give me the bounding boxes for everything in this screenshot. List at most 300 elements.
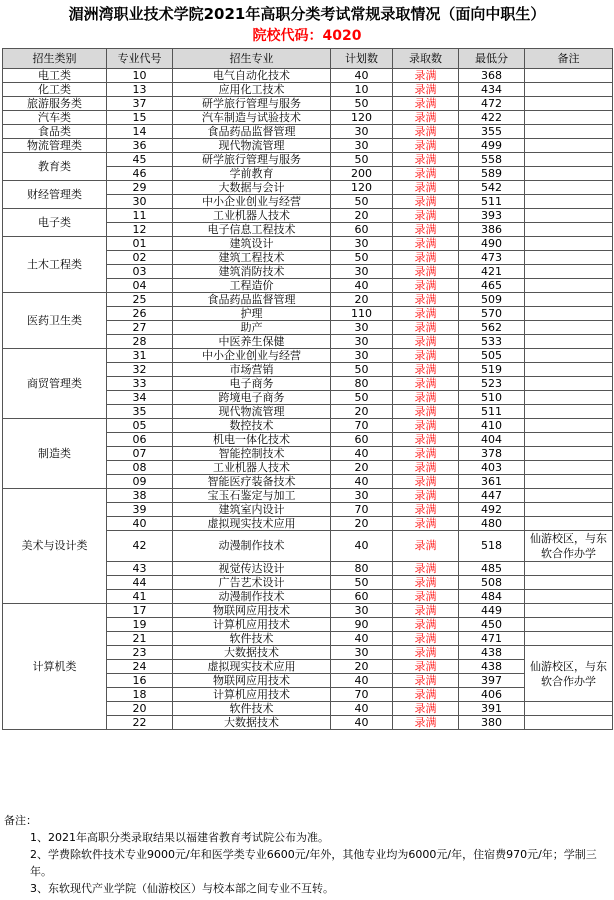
table-row	[3, 139, 613, 153]
plan-cell: 30	[331, 349, 393, 363]
notes-cell-empty	[525, 237, 613, 251]
table-row	[3, 181, 613, 195]
status-cell: 录满	[393, 562, 459, 576]
major-name-cell: 助产	[173, 321, 331, 335]
major-name-cell: 建筑工程技术	[173, 251, 331, 265]
notes-cell-empty	[525, 167, 613, 181]
min-score-cell: 391	[459, 702, 525, 716]
table-row	[3, 349, 613, 363]
category-cell: 商贸管理类	[3, 349, 107, 419]
plan-cell: 10	[331, 83, 393, 97]
major-code-cell: 04	[107, 279, 173, 293]
plan-cell: 50	[331, 391, 393, 405]
plan-cell: 40	[331, 674, 393, 688]
major-name-cell: 宝玉石鉴定与加工	[173, 489, 331, 503]
notes-cell-empty	[525, 265, 613, 279]
major-code-cell: 20	[107, 702, 173, 716]
major-code-cell: 35	[107, 405, 173, 419]
min-score-cell: 368	[459, 69, 525, 83]
status-cell: 录满	[393, 69, 459, 83]
notes-cell-empty	[525, 209, 613, 223]
remark-item: 1、2021年高职分类录取结果以福建省教育考试院公布为准。	[30, 831, 329, 844]
min-score-cell: 473	[459, 251, 525, 265]
major-code-cell: 40	[107, 517, 173, 531]
major-name-cell: 建筑设计	[173, 237, 331, 251]
plan-cell: 200	[331, 167, 393, 181]
status-cell: 录满	[393, 632, 459, 646]
plan-cell: 30	[331, 604, 393, 618]
major-name-cell: 动漫制作技术	[173, 590, 331, 604]
major-name-cell: 学前教育	[173, 167, 331, 181]
major-code-cell: 38	[107, 489, 173, 503]
status-cell: 录满	[393, 716, 459, 730]
status-cell: 录满	[393, 139, 459, 153]
min-score-cell: 449	[459, 604, 525, 618]
major-code-cell: 18	[107, 688, 173, 702]
notes-cell: 仙游校区，与东软合作办学	[525, 531, 613, 562]
notes-cell-empty	[525, 321, 613, 335]
status-cell: 录满	[393, 321, 459, 335]
major-name-cell: 中小企业创业与经营	[173, 349, 331, 363]
major-code-cell: 03	[107, 265, 173, 279]
status-cell: 录满	[393, 489, 459, 503]
notes-cell-empty	[525, 97, 613, 111]
plan-cell: 60	[331, 223, 393, 237]
major-name-cell: 食品药品监督管理	[173, 293, 331, 307]
status-cell: 录满	[393, 293, 459, 307]
header-category: 招生类别	[3, 49, 107, 69]
major-name-cell: 广告艺术设计	[173, 576, 331, 590]
status-cell: 录满	[393, 660, 459, 674]
plan-cell: 60	[331, 433, 393, 447]
category-cell: 化工类	[3, 83, 107, 97]
plan-cell: 20	[331, 461, 393, 475]
notes-cell-empty	[525, 632, 613, 646]
table-row	[3, 153, 613, 167]
major-name-cell: 虚拟现实技术应用	[173, 517, 331, 531]
status-cell: 录满	[393, 604, 459, 618]
major-name-cell: 大数据与会计	[173, 181, 331, 195]
plan-cell: 40	[331, 279, 393, 293]
min-score-cell: 380	[459, 716, 525, 730]
status-cell: 录满	[393, 349, 459, 363]
min-score-cell: 434	[459, 83, 525, 97]
status-cell: 录满	[393, 517, 459, 531]
major-code-cell: 06	[107, 433, 173, 447]
min-score-cell: 386	[459, 223, 525, 237]
notes-cell-empty	[525, 461, 613, 475]
major-code-cell: 29	[107, 181, 173, 195]
status-cell: 录满	[393, 702, 459, 716]
status-cell: 录满	[393, 83, 459, 97]
status-cell: 录满	[393, 153, 459, 167]
notes-cell-empty	[525, 349, 613, 363]
major-name-cell: 智能控制技术	[173, 447, 331, 461]
status-cell: 录满	[393, 335, 459, 349]
plan-cell: 20	[331, 517, 393, 531]
category-cell: 计算机类	[3, 604, 107, 730]
major-name-cell: 食品药品监督管理	[173, 125, 331, 139]
min-score-cell: 378	[459, 447, 525, 461]
notes-cell-empty	[525, 83, 613, 97]
major-name-cell: 护理	[173, 307, 331, 321]
major-code-cell: 23	[107, 646, 173, 660]
category-cell: 土木工程类	[3, 237, 107, 293]
header-admitted: 录取数	[393, 49, 459, 69]
status-cell: 录满	[393, 447, 459, 461]
plan-cell: 40	[331, 632, 393, 646]
plan-cell: 70	[331, 503, 393, 517]
notes-cell-empty	[525, 716, 613, 730]
notes-cell-empty	[525, 517, 613, 531]
status-cell: 录满	[393, 391, 459, 405]
major-name-cell: 电子商务	[173, 377, 331, 391]
major-name-cell: 动漫制作技术	[173, 531, 331, 562]
min-score-cell: 438	[459, 646, 525, 660]
plan-cell: 20	[331, 660, 393, 674]
major-code-cell: 14	[107, 125, 173, 139]
major-name-cell: 研学旅行管理与服务	[173, 153, 331, 167]
notes-cell-empty	[525, 335, 613, 349]
major-name-cell: 应用化工技术	[173, 83, 331, 97]
min-score-cell: 542	[459, 181, 525, 195]
major-code-cell: 42	[107, 531, 173, 562]
plan-cell: 20	[331, 405, 393, 419]
header-major-name: 招生专业	[173, 49, 331, 69]
notes-cell-empty	[525, 293, 613, 307]
major-code-cell: 28	[107, 335, 173, 349]
plan-cell: 120	[331, 111, 393, 125]
notes-cell-empty	[525, 69, 613, 83]
category-cell: 汽车类	[3, 111, 107, 125]
plan-cell: 40	[331, 716, 393, 730]
plan-cell: 20	[331, 209, 393, 223]
plan-cell: 40	[331, 531, 393, 562]
major-name-cell: 中小企业创业与经营	[173, 195, 331, 209]
notes-cell-empty	[525, 111, 613, 125]
major-name-cell: 电气自动化技术	[173, 69, 331, 83]
category-cell: 美术与设计类	[3, 489, 107, 604]
category-cell: 电子类	[3, 209, 107, 237]
major-code-cell: 43	[107, 562, 173, 576]
table-row	[3, 125, 613, 139]
min-score-cell: 447	[459, 489, 525, 503]
plan-cell: 30	[331, 139, 393, 153]
notes-cell-empty	[525, 576, 613, 590]
plan-cell: 20	[331, 293, 393, 307]
min-score-cell: 404	[459, 433, 525, 447]
major-name-cell: 跨境电子商务	[173, 391, 331, 405]
major-code-cell: 01	[107, 237, 173, 251]
min-score-cell: 510	[459, 391, 525, 405]
table-row	[3, 489, 613, 503]
plan-cell: 50	[331, 363, 393, 377]
major-name-cell: 物联网应用技术	[173, 604, 331, 618]
major-name-cell: 中医养生保健	[173, 335, 331, 349]
min-score-cell: 523	[459, 377, 525, 391]
plan-cell: 30	[331, 321, 393, 335]
notes-cell-empty	[525, 489, 613, 503]
major-name-cell: 建筑消防技术	[173, 265, 331, 279]
major-code-cell: 22	[107, 716, 173, 730]
remarks-label: 备注：	[4, 814, 37, 827]
min-score-cell: 438	[459, 660, 525, 674]
major-code-cell: 12	[107, 223, 173, 237]
notes-cell-empty	[525, 223, 613, 237]
major-name-cell: 工业机器人技术	[173, 461, 331, 475]
header-plan: 计划数	[331, 49, 393, 69]
major-code-cell: 07	[107, 447, 173, 461]
plan-cell: 50	[331, 576, 393, 590]
remark-item: 2、学费除软件技术专业9000元/年和医学类专业6600元/年外，其他专业均为6000元/年，住宿费970元/年；学制三年。	[30, 848, 597, 878]
notes-cell-empty	[525, 125, 613, 139]
major-name-cell: 市场营销	[173, 363, 331, 377]
min-score-cell: 361	[459, 475, 525, 489]
admission-table	[2, 48, 613, 730]
plan-cell: 40	[331, 69, 393, 83]
min-score-cell: 511	[459, 405, 525, 419]
remark-item: 3、东软现代产业学院（仙游校区）与校本部之间专业不互转。	[30, 882, 334, 895]
major-name-cell: 智能医疗装备技术	[173, 475, 331, 489]
min-score-cell: 484	[459, 590, 525, 604]
major-name-cell: 工业机器人技术	[173, 209, 331, 223]
min-score-cell: 505	[459, 349, 525, 363]
status-cell: 录满	[393, 419, 459, 433]
notes-cell-empty	[525, 702, 613, 716]
notes-cell: 仙游校区，与东软合作办学	[525, 646, 613, 702]
notes-cell-empty	[525, 562, 613, 576]
major-code-cell: 27	[107, 321, 173, 335]
notes-cell-empty	[525, 279, 613, 293]
plan-cell: 120	[331, 181, 393, 195]
header-row	[3, 49, 613, 69]
major-code-cell: 34	[107, 391, 173, 405]
category-cell: 旅游服务类	[3, 97, 107, 111]
min-score-cell: 403	[459, 461, 525, 475]
plan-cell: 30	[331, 237, 393, 251]
major-name-cell: 大数据技术	[173, 646, 331, 660]
status-cell: 录满	[393, 531, 459, 562]
plan-cell: 50	[331, 153, 393, 167]
min-score-cell: 519	[459, 363, 525, 377]
min-score-cell: 410	[459, 419, 525, 433]
table-row	[3, 237, 613, 251]
notes-cell-empty	[525, 419, 613, 433]
notes-cell-empty	[525, 405, 613, 419]
status-cell: 录满	[393, 167, 459, 181]
major-code-cell: 31	[107, 349, 173, 363]
major-code-cell: 19	[107, 618, 173, 632]
plan-cell: 80	[331, 377, 393, 391]
min-score-cell: 450	[459, 618, 525, 632]
notes-cell-empty	[525, 618, 613, 632]
major-name-cell: 视觉传达设计	[173, 562, 331, 576]
min-score-cell: 355	[459, 125, 525, 139]
major-code-cell: 02	[107, 251, 173, 265]
status-cell: 录满	[393, 209, 459, 223]
notes-cell-empty	[525, 363, 613, 377]
notes-cell-empty	[525, 153, 613, 167]
major-code-cell: 45	[107, 153, 173, 167]
notes-cell-empty	[525, 433, 613, 447]
plan-cell: 110	[331, 307, 393, 321]
status-cell: 录满	[393, 363, 459, 377]
table-body	[3, 69, 613, 730]
min-score-cell: 472	[459, 97, 525, 111]
header-min-score: 最低分	[459, 49, 525, 69]
major-name-cell: 研学旅行管理与服务	[173, 97, 331, 111]
major-code-cell: 39	[107, 503, 173, 517]
status-cell: 录满	[393, 576, 459, 590]
major-name-cell: 工程造价	[173, 279, 331, 293]
major-code-cell: 16	[107, 674, 173, 688]
status-cell: 录满	[393, 279, 459, 293]
notes-cell-empty	[525, 590, 613, 604]
status-cell: 录满	[393, 405, 459, 419]
major-name-cell: 现代物流管理	[173, 139, 331, 153]
status-cell: 录满	[393, 195, 459, 209]
major-code-cell: 21	[107, 632, 173, 646]
major-code-cell: 32	[107, 363, 173, 377]
min-score-cell: 562	[459, 321, 525, 335]
min-score-cell: 492	[459, 503, 525, 517]
min-score-cell: 397	[459, 674, 525, 688]
major-name-cell: 软件技术	[173, 632, 331, 646]
min-score-cell: 511	[459, 195, 525, 209]
notes-cell-empty	[525, 251, 613, 265]
major-code-cell: 41	[107, 590, 173, 604]
major-name-cell: 现代物流管理	[173, 405, 331, 419]
min-score-cell: 465	[459, 279, 525, 293]
notes-cell-empty	[525, 377, 613, 391]
major-code-cell: 25	[107, 293, 173, 307]
major-code-cell: 17	[107, 604, 173, 618]
remarks	[4, 812, 610, 897]
notes-cell-empty	[525, 307, 613, 321]
major-code-cell: 15	[107, 111, 173, 125]
category-cell: 教育类	[3, 153, 107, 181]
plan-cell: 80	[331, 562, 393, 576]
major-code-cell: 24	[107, 660, 173, 674]
major-name-cell: 数控技术	[173, 419, 331, 433]
table-row	[3, 604, 613, 618]
notes-cell-empty	[525, 195, 613, 209]
status-cell: 录满	[393, 590, 459, 604]
major-code-cell: 30	[107, 195, 173, 209]
status-cell: 录满	[393, 646, 459, 660]
status-cell: 录满	[393, 265, 459, 279]
status-cell: 录满	[393, 223, 459, 237]
status-cell: 录满	[393, 97, 459, 111]
major-name-cell: 机电一体化技术	[173, 433, 331, 447]
table-row	[3, 83, 613, 97]
min-score-cell: 490	[459, 237, 525, 251]
major-code-cell: 10	[107, 69, 173, 83]
plan-cell: 50	[331, 251, 393, 265]
status-cell: 录满	[393, 237, 459, 251]
major-code-cell: 09	[107, 475, 173, 489]
min-score-cell: 508	[459, 576, 525, 590]
plan-cell: 70	[331, 419, 393, 433]
major-name-cell: 建筑室内设计	[173, 503, 331, 517]
min-score-cell: 589	[459, 167, 525, 181]
major-name-cell: 软件技术	[173, 702, 331, 716]
major-name-cell: 大数据技术	[173, 716, 331, 730]
min-score-cell: 471	[459, 632, 525, 646]
header-major-code: 专业代号	[107, 49, 173, 69]
status-cell: 录满	[393, 251, 459, 265]
category-cell: 食品类	[3, 125, 107, 139]
table-row	[3, 69, 613, 83]
major-code-cell: 37	[107, 97, 173, 111]
status-cell: 录满	[393, 307, 459, 321]
school-code: 院校代码：4020	[252, 28, 362, 44]
major-code-cell: 08	[107, 461, 173, 475]
plan-cell: 40	[331, 447, 393, 461]
status-cell: 录满	[393, 503, 459, 517]
table-row	[3, 111, 613, 125]
category-cell: 财经管理类	[3, 181, 107, 209]
notes-cell-empty	[525, 181, 613, 195]
major-code-cell: 11	[107, 209, 173, 223]
notes-cell-empty	[525, 475, 613, 489]
admission-table-container	[2, 48, 612, 730]
plan-cell: 40	[331, 702, 393, 716]
table-row	[3, 419, 613, 433]
major-name-cell: 电子信息工程技术	[173, 223, 331, 237]
notes-cell-empty	[525, 391, 613, 405]
min-score-cell: 485	[459, 562, 525, 576]
page-title: 湄洲湾职业技术学院2021年高职分类考试常规录取情况（面向中职生）	[68, 5, 546, 23]
table-row	[3, 97, 613, 111]
status-cell: 录满	[393, 618, 459, 632]
min-score-cell: 480	[459, 517, 525, 531]
min-score-cell: 393	[459, 209, 525, 223]
major-code-cell: 36	[107, 139, 173, 153]
status-cell: 录满	[393, 688, 459, 702]
notes-cell-empty	[525, 604, 613, 618]
min-score-cell: 570	[459, 307, 525, 321]
status-cell: 录满	[393, 377, 459, 391]
table-row	[3, 209, 613, 223]
min-score-cell: 533	[459, 335, 525, 349]
plan-cell: 30	[331, 265, 393, 279]
major-name-cell: 计算机应用技术	[173, 688, 331, 702]
notes-cell-empty	[525, 447, 613, 461]
status-cell: 录满	[393, 433, 459, 447]
plan-cell: 40	[331, 475, 393, 489]
category-cell: 医药卫生类	[3, 293, 107, 349]
status-cell: 录满	[393, 461, 459, 475]
major-name-cell: 计算机应用技术	[173, 618, 331, 632]
major-code-cell: 26	[107, 307, 173, 321]
plan-cell: 50	[331, 195, 393, 209]
plan-cell: 60	[331, 590, 393, 604]
major-name-cell: 物联网应用技术	[173, 674, 331, 688]
plan-cell: 30	[331, 646, 393, 660]
min-score-cell: 558	[459, 153, 525, 167]
notes-cell-empty	[525, 503, 613, 517]
major-name-cell: 虚拟现实技术应用	[173, 660, 331, 674]
status-cell: 录满	[393, 674, 459, 688]
notes-cell-empty	[525, 139, 613, 153]
major-code-cell: 46	[107, 167, 173, 181]
status-cell: 录满	[393, 181, 459, 195]
min-score-cell: 518	[459, 531, 525, 562]
min-score-cell: 509	[459, 293, 525, 307]
major-code-cell: 13	[107, 83, 173, 97]
min-score-cell: 406	[459, 688, 525, 702]
